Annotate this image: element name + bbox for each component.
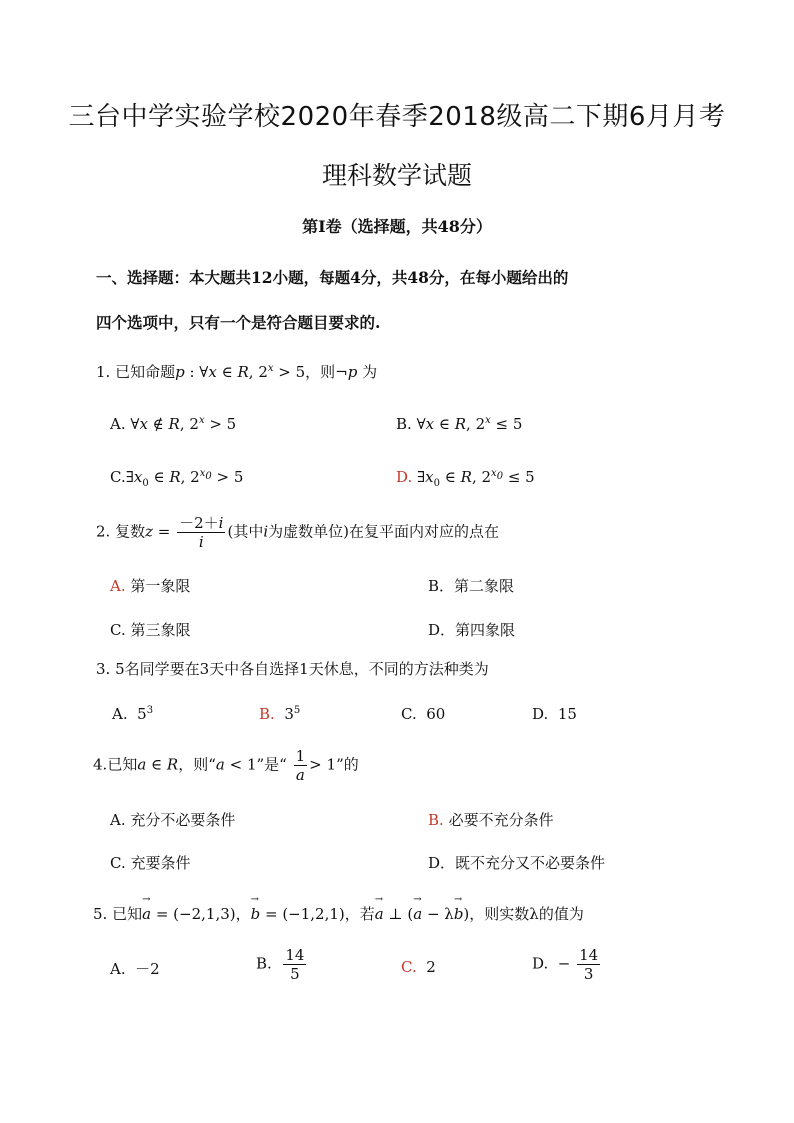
instructions-line-2: 四个选项中，只有一个是符合题目要求的. — [96, 313, 381, 332]
option-text: 第二象限 — [454, 577, 515, 595]
q3-option-d[interactable] — [532, 705, 577, 723]
option-label: C. — [110, 621, 126, 639]
instructions-line-1: 一、选择题：本大题共12小题，每题4分，共48分，在每小题给出的 — [96, 268, 569, 287]
q5-option-a[interactable] — [110, 958, 160, 979]
option-label: B. — [428, 811, 444, 829]
option-label: A. — [110, 811, 126, 829]
option-label: A. — [110, 415, 126, 433]
q1-option-c[interactable]: $C.\exists x_0$ ∈ R, $2^{x_0} > 5$ — [110, 468, 244, 489]
option-label: D. — [532, 954, 549, 973]
question-3: 3. 5名同学要在3天中各自选择1天休息，不同的方法种类为 — [96, 660, 489, 678]
option-label: A. — [112, 705, 128, 723]
q3-option-c[interactable] — [401, 705, 445, 723]
q2-option-a[interactable] — [110, 575, 190, 596]
option-text: 第四象限 — [455, 621, 516, 639]
question-number: 4. — [93, 755, 108, 774]
option-text: 第三象限 — [130, 621, 191, 639]
option-text: 充分不必要条件 — [130, 811, 236, 829]
option-label: C. — [401, 705, 417, 723]
option-label: D． — [428, 854, 456, 872]
question-number: 5. — [93, 905, 108, 923]
q5-option-c[interactable] — [401, 958, 436, 976]
q4-option-a[interactable] — [110, 809, 235, 830]
q4-option-d[interactable] — [428, 852, 605, 873]
q4-option-b[interactable] — [428, 809, 554, 830]
option-text: 2 — [426, 958, 436, 976]
option-label: B． — [428, 577, 455, 595]
fraction: $\frac{14}{3}$ — [579, 946, 599, 983]
exam-subtitle: 理科数学试题 — [321, 161, 472, 190]
option-label: A. — [110, 960, 126, 978]
option-text: 充要条件 — [130, 854, 191, 872]
option-label: B. — [396, 415, 412, 433]
question-2: 2. 复数z = $\frac{-2+i}{i}$ (其中i为虚数单位)在复平面内对应的点在 — [96, 514, 500, 551]
option-label: C. — [110, 854, 126, 872]
option-label: A. — [110, 577, 126, 595]
option-label: B. — [256, 954, 272, 973]
section-heading: 第Ⅰ卷（选择题，共48分） — [302, 217, 492, 236]
question-number: 2. — [96, 522, 111, 541]
question-number: 1. — [96, 363, 111, 381]
q3-option-b[interactable]: B. $3^5$ — [259, 705, 301, 723]
q1-option-a[interactable]: A. ∀x ∉ R, $2^x > 5$ — [110, 415, 237, 433]
q4-option-c[interactable] — [110, 852, 191, 873]
exam-title: 三台中学实验学校2020年春季2018级高二下期6月月考 — [68, 102, 726, 132]
question-5: 5. 已知→ a = (−2,1,3)，→ b = (−1,2,1)，若→ a ⊥ (→ a − λ→ b)，则实数λ的值为 — [93, 903, 584, 924]
option-text: 既不充分又不必要条件 — [455, 854, 606, 872]
option-label: D. — [532, 705, 549, 723]
fraction: $\frac{-2+i}{i}$ — [179, 514, 224, 551]
option-text: 60 — [426, 705, 446, 723]
option-label: B. — [259, 705, 275, 723]
option-text: 第一象限 — [130, 577, 191, 595]
q5-option-b[interactable] — [256, 946, 308, 983]
q1-option-d[interactable]: D. $\exists x_0$ ∈ R, $2^{x_0} \le 5$ — [396, 468, 535, 489]
question-1: 1. 已知命题p : ∀x ∈ R, $2^x > 5$，则¬p 为 — [96, 363, 378, 381]
option-label: C. — [110, 468, 126, 486]
option-text: 15 — [557, 705, 577, 723]
q2-option-b[interactable] — [428, 575, 514, 596]
option-label: D． — [428, 621, 456, 639]
q2-option-c[interactable] — [110, 619, 191, 640]
q5-option-d[interactable]: D. − $\frac{14}{3}$ — [532, 946, 599, 983]
option-label: C. — [401, 958, 417, 976]
option-text: 必要不充分条件 — [448, 811, 554, 829]
question-4: 4.已知a ∈ R，则“a < 1”是“ $\frac{1}{a}$ > 1”的 — [93, 747, 359, 784]
option-label: D. — [396, 468, 413, 486]
option-text: －2 — [135, 960, 160, 978]
q2-option-d[interactable] — [428, 619, 515, 640]
q3-option-a[interactable]: A. $5^3$ — [112, 705, 154, 723]
fraction: $\frac{14}{5}$ — [285, 946, 305, 983]
q1-option-b[interactable]: B. ∀x ∈ R, $2^x \le 5$ — [396, 415, 523, 433]
fraction: $\frac{1}{a}$ — [295, 747, 306, 784]
question-text: 已知命题 — [115, 363, 176, 381]
